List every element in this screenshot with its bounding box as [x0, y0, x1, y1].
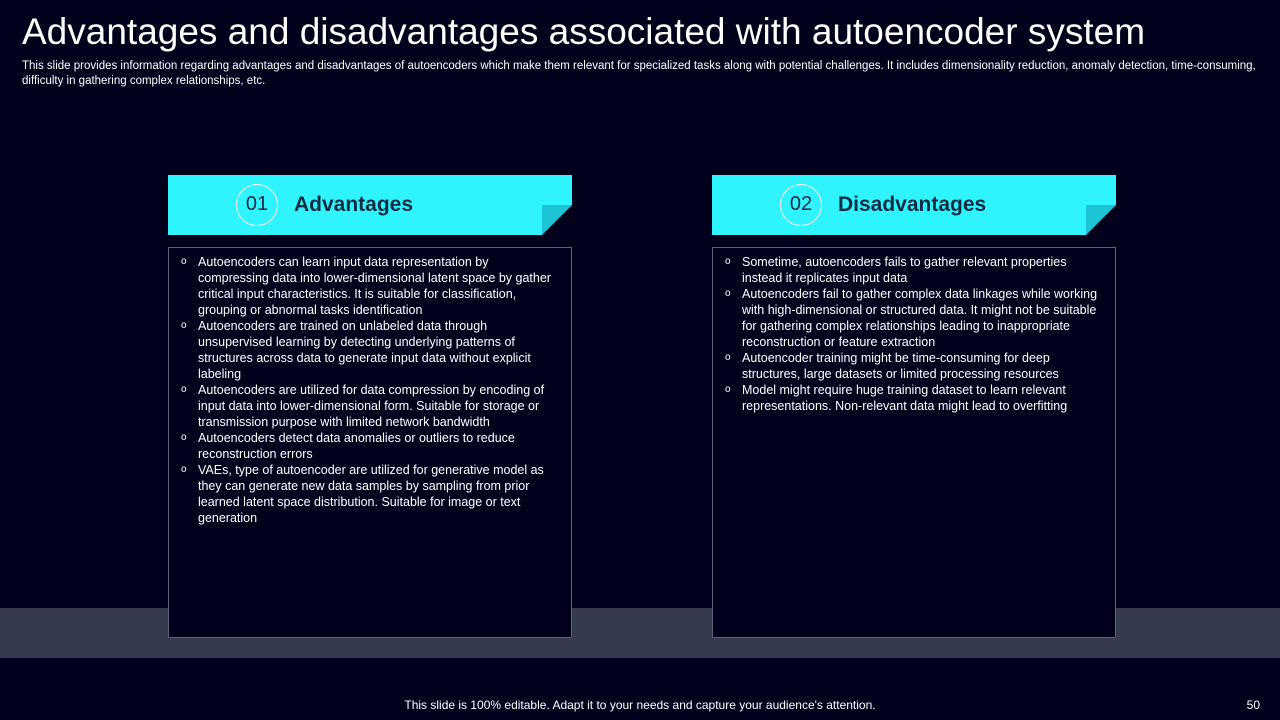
- list-item: o Autoencoders are utilized for data compression by encoding of input data into lower-dimensional form. Suitable for storage or transmission purpose with limited network bandwidth: [181, 383, 545, 429]
- advantages-list: [169, 248, 571, 526]
- list-item: o Autoencoders can learn input data representation by compressing data into lower-dimensional latent space by gather critical input characteristics. It is suitable for classification, grouping or abnormal tasks identification: [181, 255, 551, 317]
- disadvantages-header: [712, 175, 1116, 235]
- list-item: o Autoencoders are trained on unlabeled data through unsupervised learning by detecting underlying patterns of structures across data to generate input data without explicit labeling: [181, 319, 531, 381]
- list-item: o Autoencoder training might be time-consuming for deep structures, large datasets or limited processing resources: [725, 351, 1059, 381]
- footer-text: This slide is 100% editable. Adapt it to your needs and capture your audience's attention.: [404, 698, 876, 712]
- advantages-body: [168, 247, 572, 638]
- circle-bullet-icon: o: [181, 432, 187, 443]
- page-fold-shade: [542, 205, 572, 235]
- list-item: o Autoencoders detect data anomalies or outliers to reduce reconstruction errors: [181, 431, 515, 461]
- advantages-title: Advantages: [294, 193, 414, 216]
- disadvantages-body: [712, 247, 1116, 638]
- circle-bullet-icon: o: [725, 288, 731, 299]
- page-fold-shade: [1086, 205, 1116, 235]
- disadvantages-number-circle: 02: [780, 184, 822, 226]
- slide-title: Advantages and disadvantages associated with autoencoder system: [22, 11, 1146, 52]
- circle-bullet-icon: o: [181, 384, 187, 395]
- circle-bullet-icon: o: [181, 256, 187, 267]
- advantages-number-circle: 01: [236, 184, 278, 226]
- circle-bullet-icon: o: [181, 320, 187, 331]
- circle-bullet-icon: o: [181, 464, 187, 475]
- disadvantages-title: Disadvantages: [838, 193, 987, 216]
- slide-subtitle: This slide provides information regarding advantages and disadvantages of autoencoders which make them relevant for specialized tasks along with potential challenges. It includes dimensionality reduction, anomaly detection, time-consuming, difficulty in gathering complex relationships, etc.: [22, 60, 1256, 87]
- page-number: 50: [1246, 698, 1260, 712]
- circle-bullet-icon: o: [725, 256, 731, 267]
- list-item: o Model might require huge training dataset to learn relevant representations. Non-relevant data might lead to overfitting: [725, 383, 1068, 413]
- advantages-header: [168, 175, 572, 235]
- circle-bullet-icon: o: [725, 384, 731, 395]
- list-item: o VAEs, type of autoencoder are utilized for generative model as they can generate new data samples by sampling from prior learned latent space distribution. Suitable for image or text generation: [181, 463, 544, 525]
- circle-bullet-icon: o: [725, 352, 731, 363]
- disadvantages-list: [713, 248, 1115, 414]
- list-item: o Sometime, autoencoders fails to gather relevant properties instead it replicates input data: [725, 255, 1067, 285]
- list-item: o Autoencoders fail to gather complex data linkages while working with high-dimensional or structured data. It might not be suitable for gathering complex relationships leading to inappropriate reconstruction or feature extraction: [725, 287, 1098, 349]
